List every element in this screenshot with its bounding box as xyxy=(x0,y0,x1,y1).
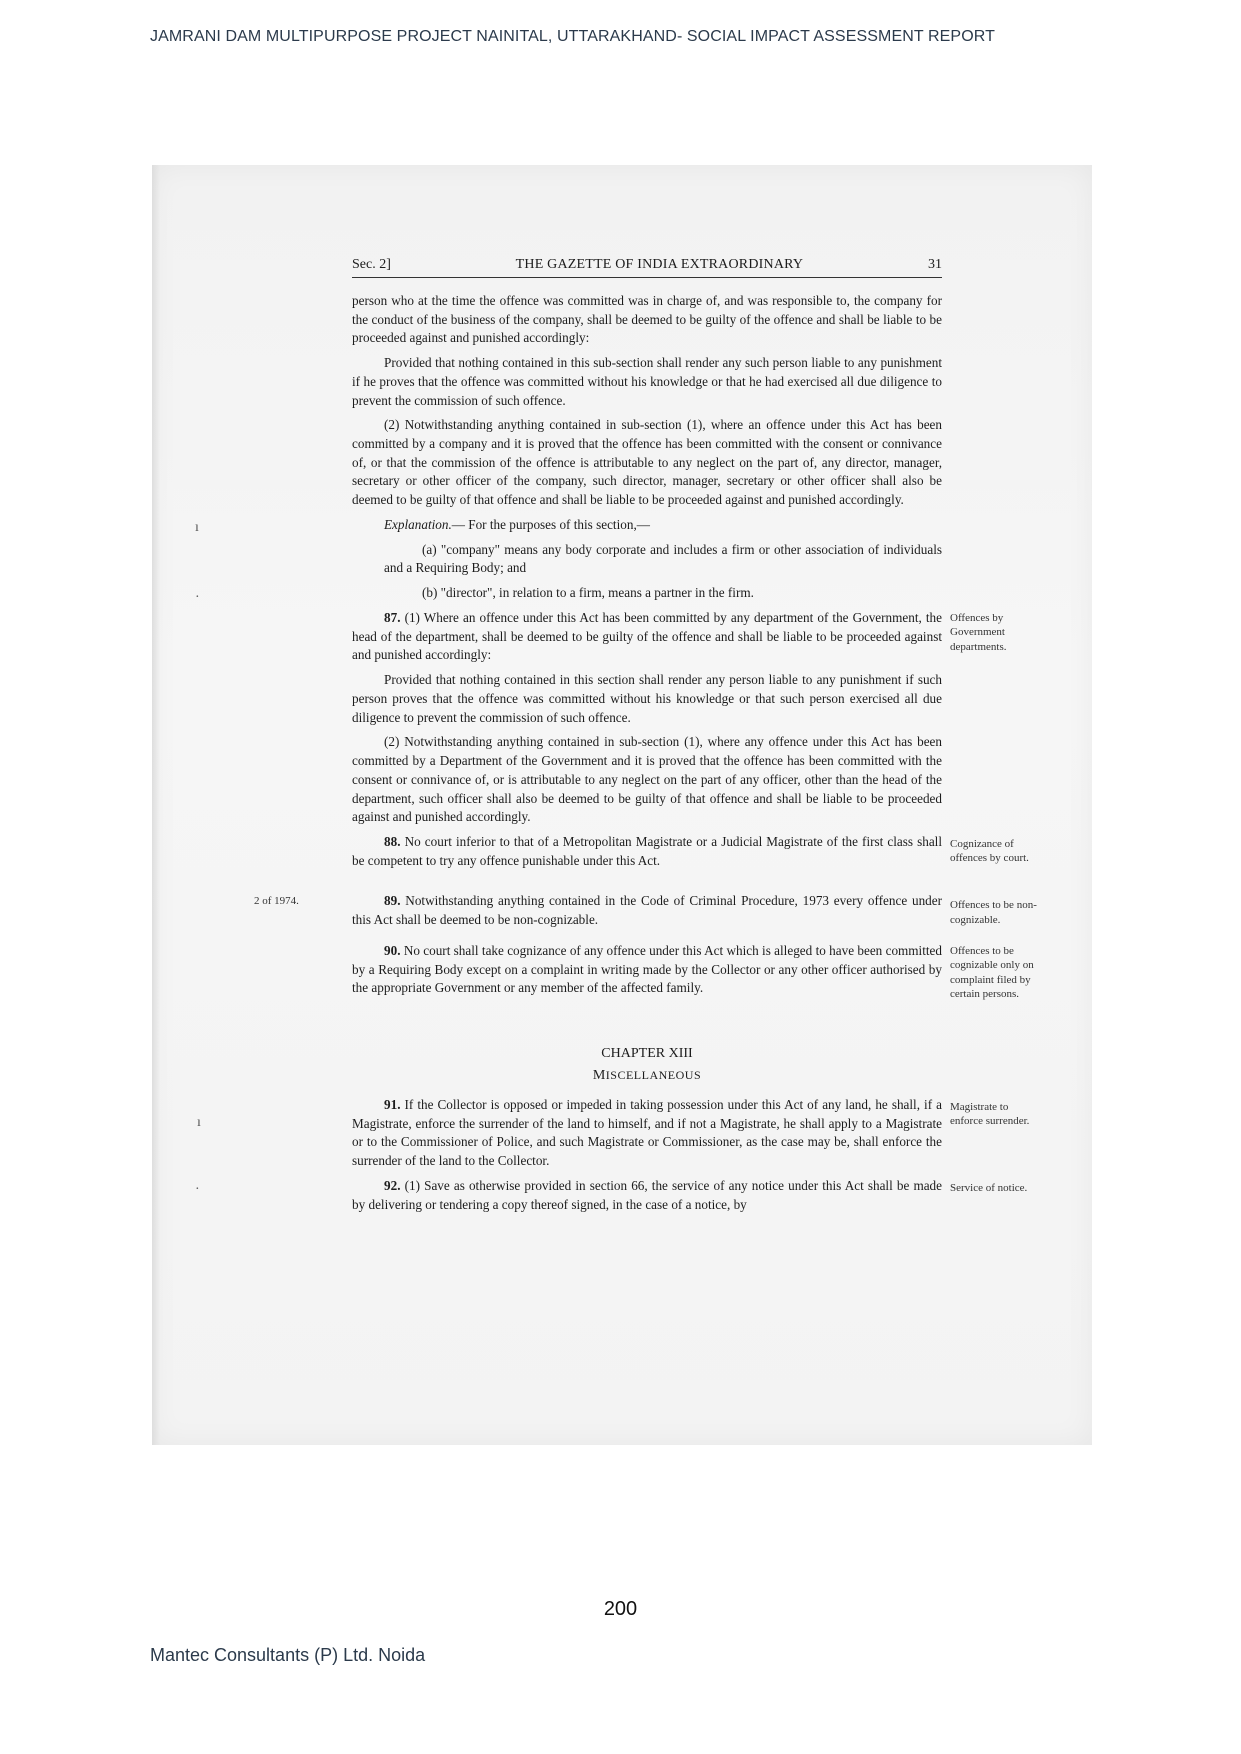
chapter-title: CHAPTER XIII xyxy=(601,1046,693,1062)
gazette-header xyxy=(352,255,942,278)
gazette-section: Sec. 2] xyxy=(352,257,391,272)
marginal-note: Service of notice. xyxy=(950,1181,1028,1194)
section-text: (1) Where an offence under this Act has been committed by any department of the Government, the head of the department, shall be deemed to be guilty of the offence and shall be liable to be proceeded against and punished accordingly: xyxy=(352,609,942,663)
section-text: (1) Save as otherwise provided in section 66, the service of any notice under this Act shall be made by delivering or tendering a copy thereof signed, in the case of a notice, by xyxy=(352,1177,942,1212)
section-88 xyxy=(352,833,1029,870)
definition-a: (a) "company" means any body corporate and includes a firm or other association of individuals and a Requiring Body; and xyxy=(384,541,942,576)
scan-mark: ı xyxy=(197,1115,201,1130)
section-text: If the Collector is opposed or impeded in taking possession under this Act of any land, he shall, if a Magistrate, enforce the surrender of the land to himself, and if not a Magistrate, he shall apply to a Magistrate or to the Commissioner of Police, and such Magistrate or Commissioner, as the case may be, shall enforce the surrender of the land to the Collector. xyxy=(352,1096,943,1169)
section-number: 90. xyxy=(384,942,401,958)
chapter-subtitle-rest: ISCELLANEOUS xyxy=(605,1067,702,1082)
scan-mark: ı xyxy=(195,520,199,535)
section-90 xyxy=(352,942,1034,1001)
chapter-subtitle xyxy=(352,1066,942,1086)
chapter-subtitle-initial: M xyxy=(592,1067,606,1083)
scan-mark: · xyxy=(195,590,200,605)
section-92 xyxy=(352,1177,1028,1214)
paragraph: person who at the time the offence was committed was in charge of, and was responsible to, the company for the conduct of the business of the company, shall be deemed to be guilty of the offence and shall be liable to be proceeded against and punished accordingly: xyxy=(352,292,942,346)
paragraph: Provided that nothing contained in this section shall render any person liable to any punishment if such person proves that the offence was committed without his knowledge or that such person exercised all due diligence to prevent the commission of such offence. xyxy=(352,672,942,725)
scan-edge xyxy=(152,165,160,1445)
section-number: 92. xyxy=(384,1177,401,1193)
page-number: 200 xyxy=(603,1598,638,1620)
explanation-label: Explanation. xyxy=(384,516,452,532)
paragraph: (2) Notwithstanding anything contained in sub-section (1), where an offence under this Act has been committed by a company and it is proved that the offence has been committed with the consent or connivance of, or that the commission of the offence is attributable to any neglect on the part of, any director, manager, secretary or other officer of the company, such director, manager, secretary or other officer shall also be deemed to be guilty of that offence and shall be liable to be proceeded against and punished accordingly. xyxy=(352,417,942,508)
section-number: 87. xyxy=(384,609,401,625)
section-89 xyxy=(254,892,1037,929)
marginal-note-left: 2 of 1974. xyxy=(254,895,299,908)
section-87 xyxy=(352,609,1007,665)
section-text: No court shall take cognizance of any offence under this Act which is alleged to have been committed by a Requiring Body except on a complaint in writing made by the Collector or any other officer authorised by the appropriate Government or any member of the affected family. xyxy=(352,942,942,996)
scan-mark: · xyxy=(195,1182,200,1197)
marginal-note: Offences to be cognizable only on complaint filed by certain persons. xyxy=(950,944,1034,1001)
explanation-text: — For the purposes of this section,— xyxy=(451,516,650,532)
footer-company: Mantec Consultants (P) Ltd. Noida xyxy=(150,1645,426,1665)
marginal-note: Cognizance of offences by court. xyxy=(950,837,1029,865)
section-number: 91. xyxy=(384,1096,401,1112)
section-number: 88. xyxy=(384,833,401,849)
marginal-note: Offences by Government departments. xyxy=(950,611,1007,653)
marginal-note: Magistrate to enforce surrender. xyxy=(950,1100,1030,1128)
section-91 xyxy=(352,1096,1030,1171)
gazette-page-number: 31 xyxy=(927,257,942,272)
gazette-page xyxy=(254,255,1037,1220)
paragraph: Provided that nothing contained in this sub-section shall render any such person liable to any punishment if he proves that the offence was committed without his knowledge or that he had exercised all due diligence to prevent the commission of such offence. xyxy=(352,355,942,408)
gazette-title: THE GAZETTE OF INDIA EXTRAORDINARY xyxy=(515,257,804,272)
definition-b: (b) "director", in relation to a firm, means a partner in the firm. xyxy=(422,585,754,601)
section-text: Notwithstanding anything contained in the Code of Criminal Procedure, 1973 every offence under this Act shall be deemed to be non-cognizable. xyxy=(352,893,943,928)
paragraph: (2) Notwithstanding anything contained in sub-section (1), where any offence under this Act has been committed by a Department of the Government and it is proved that the offence has been committed with the consent or connivance of, or is attributable to any neglect on the part of any officer, other than the head of the department, such officer shall also be deemed to be guilty of that offence and shall be liable to be proceeded against and punished accordingly. xyxy=(352,734,942,825)
section-number: 89. xyxy=(384,893,401,909)
explanation xyxy=(352,516,942,535)
section-text: No court inferior to that of a Metropolitan Magistrate or a Judicial Magistrate of the first class shall be competent to try any offence punishable under this Act. xyxy=(352,833,943,868)
marginal-note: Offences to be non-cognizable. xyxy=(950,899,1037,926)
report-header: JAMRANI DAM MULTIPURPOSE PROJECT NAINITAL, UTTARAKHAND- SOCIAL IMPACT ASSESSMENT REPORT xyxy=(150,28,995,45)
